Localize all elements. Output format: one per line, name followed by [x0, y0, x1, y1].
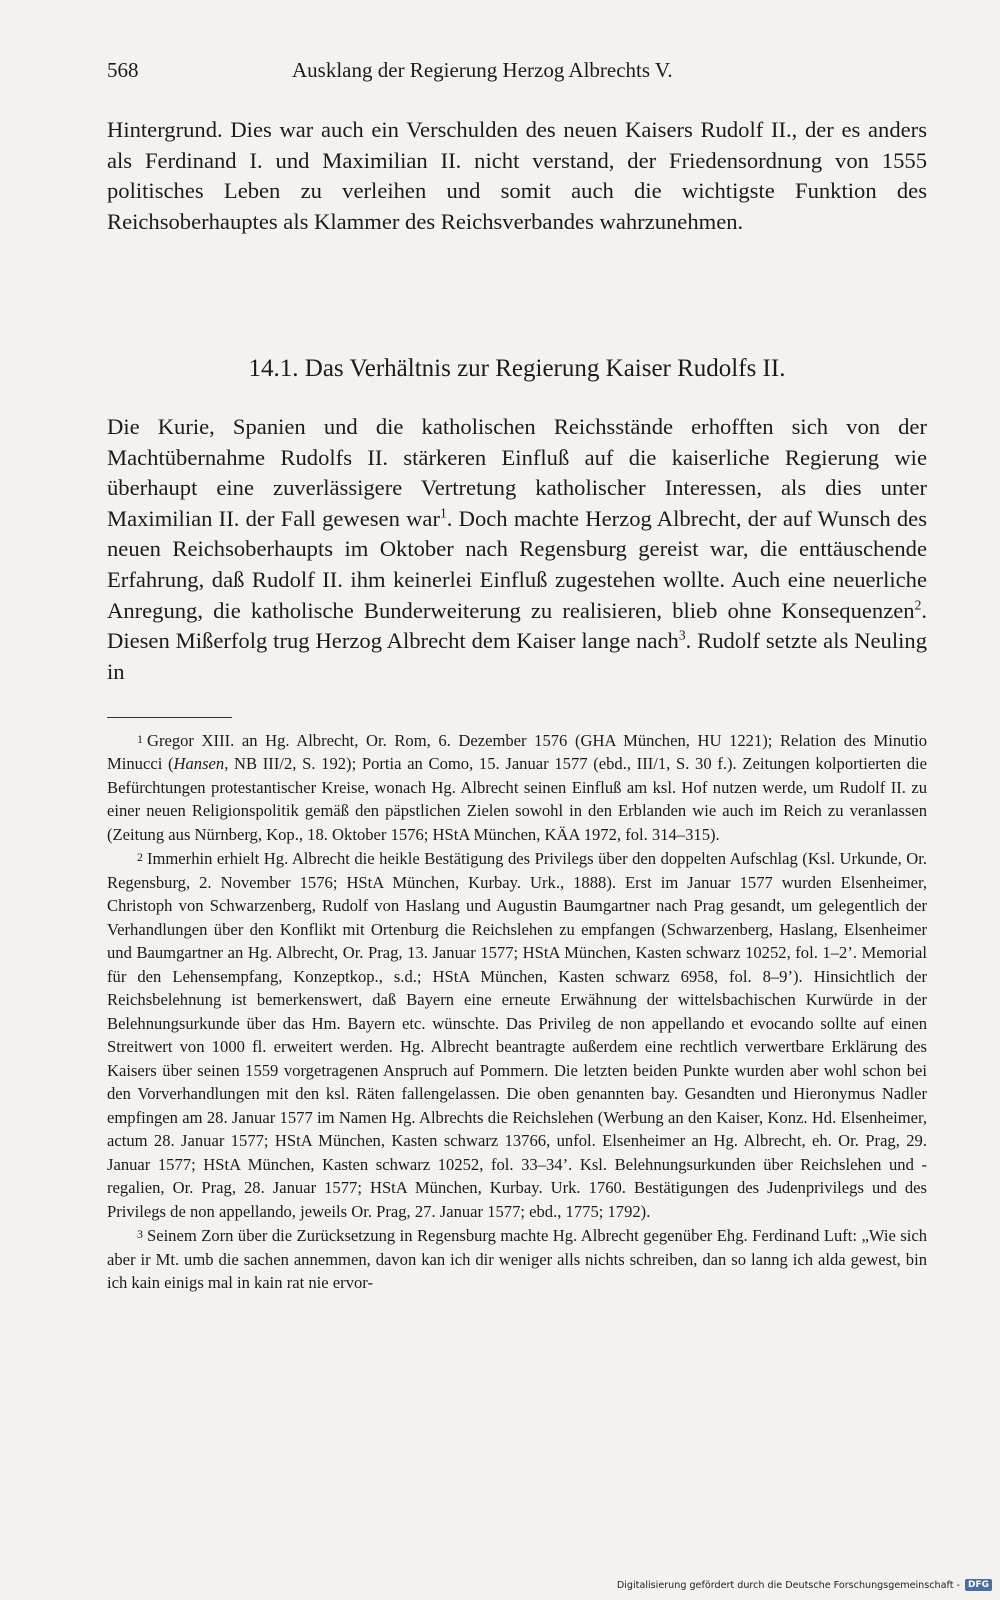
footnote-1 [107, 728, 927, 846]
main-paragraph [107, 412, 927, 687]
section-heading: 14.1. Das Verhältnis zur Regierung Kaiser Rudolfs II. [248, 355, 786, 382]
footnote-text: , NB III/2, S. 192); Portia an Como, 15. Januar 1577 (ebd., III/1, S. 30 f.). Zeitungen kolportierten die Befürchtungen protestantischer Kreise, wonach Hg. Albrecht seinen Einfluß am ksl. Hof nutzen werde, um Rudolf II. zu einer neuen Religionspolitik gemäß den päpstlichen Zielen sowohl in den Erblanden wie auch im Reich zu veranlassen (Zeitung aus Nürnberg, Kop., 18. Oktober 1576; HStA München, KÄA 1972, fol. 314–315). [107, 754, 927, 844]
footnote-divider [107, 717, 232, 718]
page-number: 568 [107, 58, 139, 82]
dfg-logo-icon: DFG [965, 1579, 992, 1591]
footnote-ref-1[interactable]: 1 [439, 505, 447, 521]
footnote-author-italic: Hansen [173, 754, 225, 774]
footnote-2 [107, 846, 927, 1223]
footnote-ref-3[interactable]: 3 [678, 627, 686, 643]
intro-paragraph: Hintergrund. Dies war auch ein Verschulden des neuen Kaisers Rudolf II., der es anders als Ferdinand I. und Maximilian II. nicht verstand, der Friedensordnung von 1555 politisches Leben zu verleihen und somit auch die wichtigste Funktion des Reichsoberhauptes als Klammer des Reichsverbandes wahrzunehmen. [107, 117, 927, 234]
digitization-footer [617, 1574, 992, 1596]
footnote-number: 2 [137, 850, 143, 865]
footnote-number: 3 [137, 1227, 143, 1242]
footnote-text: Immerhin erhielt Hg. Albrecht die heikle Bestätigung des Privilegs über den doppelten Aufschlag (Ksl. Urkunde, Or. Regensburg, 2. November 1576; HStA München, Kurbay. Urk., 1888). Erst im Januar 1577 wurden Elsenheimer, Christoph von Schwarzenberg, Rudolf von Haslang und Augustin Baumgartner nach Prag gesandt, um gelegentlich der Verhandlungen über den Konflikt mit Ortenburg die Reichslehen zu empfangen (Schwarzenberg, Haslang, Elsenheimer und Baumgartner an Hg. Albrecht, Or. Prag, 13. Januar 1577; HStA München, Kasten schwarz 10252, fol. 1–2’. Memorial für den Lehensempfang, Konzeptkop., s.d.; HStA München, Kasten schwarz 6958, fol. 8–9’). Hinsichtlich der Reichsbelehnung ist bemerkenswert, daß Bayern eine erneute Erwähnung der wittelsbachischen Kurwürde in der Belehnungsurkunde über das Hm. Bayern etc. wünschte. Das Privileg de non appellando et evocando sollte auf einen Streitwert von 1000 fl. erweitert werden. Hg. Albrecht beantragte außerdem eine rechtlich verwertbare Erklärung des Kaisers über seinen 1559 vorgetragenen Anspruch auf Pommern. Die letzten beiden Punkte wurden aber wohl schon bei den Vorverhandlungen mit den ksl. Räten fallengelassen. Die oben genannten bay. Gesandten und Hieronymus Nadler empfingen am 28. Januar 1577 im Namen Hg. Albrechts die Reichslehen (Werbung an den Kaiser, Konz. Hd. Elsenheimer, actum 28. Januar 1577; HStA München, Kasten schwarz 13766, unfol. Elsenheimer an Hg. Albrecht, eh. Or. Prag, 29. Januar 1577; HStA München, Kasten schwarz 10252, fol. 33–34’. Ksl. Belehnungsurkunden über Reichslehen und -regalien, Or. Prag, 28. Januar 1577; HStA München, Kurbay. Urk. 1760. Bestätigungen des Judenprivilegs und des Privilegs de non appellando, jeweils Or. Prag, 27. Januar 1577; ebd., 1775; 1792). [107, 849, 927, 1221]
footnote-ref-2[interactable]: 2 [914, 597, 922, 613]
paragraph-text: . Rudolf setzte als Neuling in [107, 628, 927, 684]
digitization-credit: Digitalisierung gefördert durch die Deutsche Forschungsgemeinschaft - [616, 1579, 960, 1591]
paragraph-text: . Doch machte Herzog Albrecht, der auf Wunsch des neuen Reichsoberhaupts im Oktober nach Regensburg gereist war, die enttäuschende Erfahrung, daß Rudolf II. ihm keinerlei Einfluß zugestehen wollte. Auch eine neuerliche Anregung, die katholische Bunderweiterung zu realisieren, blieb ohne Konsequenzen [107, 505, 927, 623]
paragraph-text: Die Kurie, Spanien und die katholischen Reichsstände erhofften sich von der Machtübernahme Rudolfs II. stärkeren Einfluß auf die kaiserliche Regierung wie überhaupt eine zuverlässigere Vertretung katholischer Interessen, als dies unter Maximilian II. der Fall gewesen war [107, 414, 927, 531]
footnote-text: Gregor XIII. an Hg. Albrecht, Or. Rom, 6. Dezember 1576 (GHA München, HU 1221); Relation des Minutio Minucci ( [107, 730, 927, 774]
footnote-text: Seinem Zorn über die Zurücksetzung in Regensburg machte Hg. Albrecht gegenüber Ehg. Ferdinand Luft: „Wie sich aber ir Mt. umb die sachen annemmen, davon kan ich dir weniger alls nichts schreiben, dan so lanng ich alda gewest, bin ich kain einigs mal in kain rat nie ervor- [107, 1226, 927, 1293]
running-title: Ausklang der Regierung Herzog Albrechts V. [292, 58, 673, 82]
footnote-3 [107, 1223, 927, 1294]
footnotes-section [107, 728, 927, 1295]
paragraph-text: . Diesen Mißerfolg trug Herzog Albrecht dem Kaiser lange nach [107, 597, 927, 654]
page-header [107, 58, 927, 92]
footnote-number: 1 [137, 732, 143, 746]
